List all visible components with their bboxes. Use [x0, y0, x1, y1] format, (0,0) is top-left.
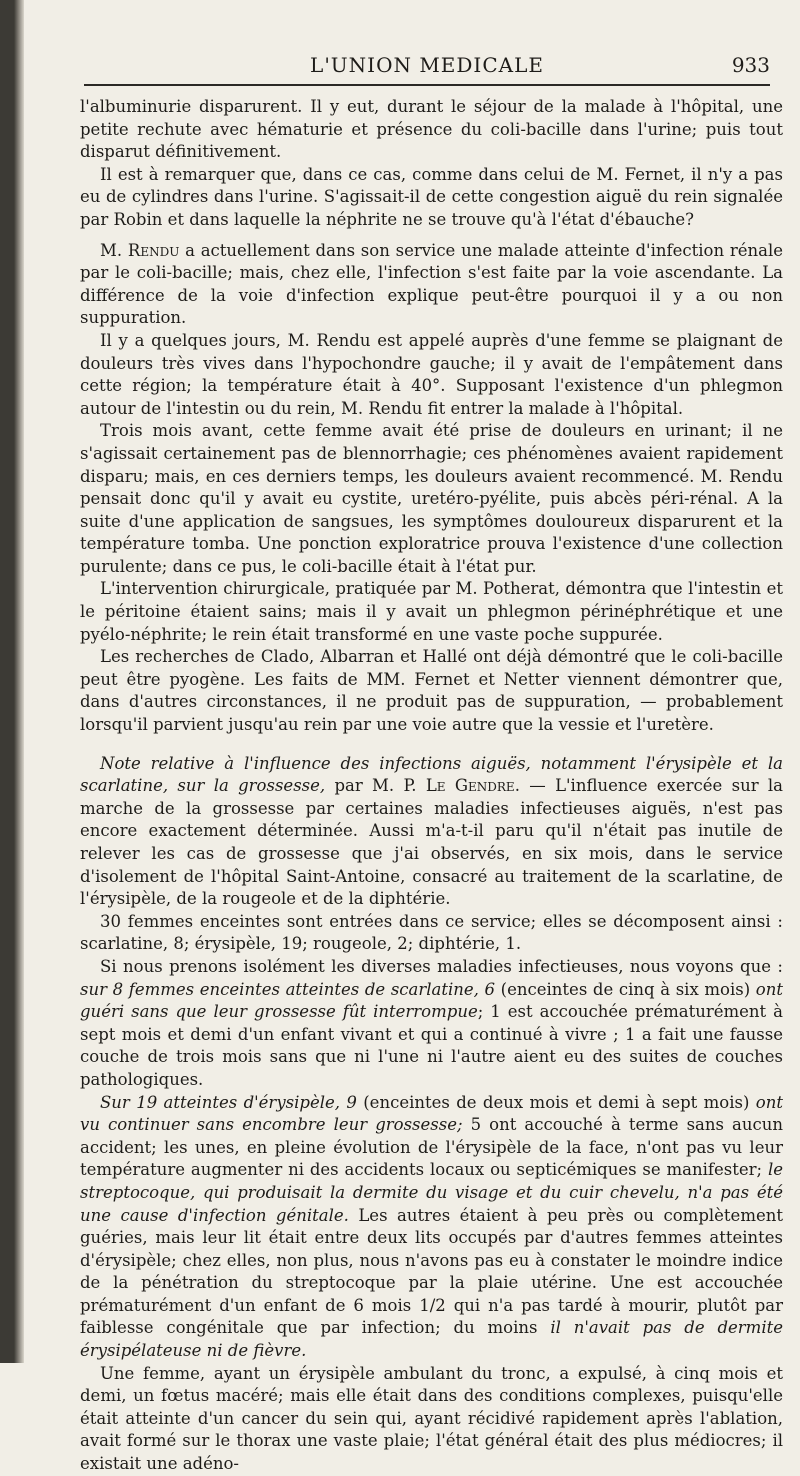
- header-rule: [84, 84, 770, 86]
- italic-run: Sur 19 atteintes d'érysipèle, 9: [100, 1092, 357, 1112]
- paragraph-counts: 30 femmes enceintes sont entrées dans ce service; elles se décomposent ainsi : scarlatine, 8; érysipèle, 19; rougeole, 2; diphtérie, 1.: [80, 911, 783, 954]
- speaker-name: M. Rendu: [100, 240, 180, 260]
- italic-run: il n'avait pas de dermite érysipélateuse ni de fièvre.: [80, 1318, 783, 1361]
- paragraph-scarlatine: [80, 956, 783, 1092]
- book-binding-edge: [0, 0, 24, 1363]
- running-header: [84, 52, 770, 82]
- text-run: (enceintes de cinq à six mois): [495, 979, 756, 999]
- paragraph-cancer-case: Une femme, ayant un érysipèle ambulant du tronc, a expulsé, à cinq mois et demi, un fœtus macéré; mais elle était dans des conditions complexes, puisqu'elle était atteinte d'un cancer du sein qui, ayant récidivé rapidement après l'ablation, avait formé sur le thorax une vaste plaie; l'état général était des plus médiocres; il existait une adéno-: [80, 1363, 783, 1474]
- page-number: 933: [731, 53, 770, 77]
- paragraph-surgery: L'intervention chirurgicale, pratiquée par M. Potherat, démontra que l'intestin et le péritoine étaient sains; mais il y avait un phlegmon périnéphrétique et une pyélo-néphrite; le rein était transformé en une vaste poche suppurée.: [80, 579, 783, 644]
- note-title: Note relative à l'influence des infections aiguës, notamment l'érysipèle et la scarlatine, sur la grossesse,: [80, 753, 783, 796]
- author-prefix: par M. P.: [325, 776, 426, 796]
- text-run: (enceintes de deux mois et demi à sept mois): [356, 1092, 756, 1112]
- text-run: 5 ont accouché à terme sans aucun accident; les unes, en pleine évolution de l'érysipèle de la face, n'ont pas vu leur température augmenter ni des accidents locaux ou septicémiques se manifester;: [80, 1115, 783, 1180]
- paragraph-research: Les recherches de Clado, Albarran et Hallé ont déjà démontré que le coli-bacille peut être pyogène. Les faits de MM. Fernet et Netter viennent démontrer que, dans d'autres circonstances, il ne produit pas de suppuration, — probablement lorsqu'il parvient jusqu'au rein par une voie autre que la vessie et l'uretère.: [80, 647, 783, 735]
- italic-run: le streptocoque, qui produisait la dermite du visage et du cuir chevelu, n'a pas été une cause d'infection génitale.: [80, 1160, 783, 1225]
- article-body: [80, 96, 783, 1476]
- paragraph-text: a actuellement dans son service une malade atteinte d'infection rénale par le coli-bacille; mais, chez elle, l'infection s'est faite par la voie ascendante. La différence de la voie d'infection explique peut-être pourquoi il y a ou non suppuration.: [80, 240, 783, 328]
- paragraph-erysipele: [80, 1092, 783, 1363]
- italic-run: sur 8 femmes enceintes atteintes de scarlatine, 6: [80, 979, 496, 999]
- journal-title: L'UNION MEDICALE: [310, 53, 544, 77]
- italic-run: ont vu continuer sans encombre leur grossesse;: [80, 1092, 783, 1135]
- paragraph-admission: Il y a quelques jours, M. Rendu est appelé auprès d'une femme se plaignant de douleurs très vives dans l'hypochondre gauche; il y avait de l'empâtement dans cette région; la température était à 40°. Supposant l'existence d'un phlegmon autour de l'intestin ou du rein, M. Rendu fit entrer la malade à l'hôpital.: [80, 330, 783, 418]
- text-run: Les autres étaient à peu près ou complètement guéries, mais leur lit était entre deux lits occupés par d'autres femmes atteintes d'érysipèle; chez elles, non plus, nous n'avons pas eu à constater le moindre indice de la pénétration du streptocoque par la plaie utérine. Une est accouchée prématurément d'un enfant de 6 mois 1/2 qui n'a pas tardé à mourir, plutôt par faiblesse congénitale que par infection; du moins: [80, 1205, 783, 1338]
- paragraph-history: Trois mois avant, cette femme avait été prise de douleurs en urinant; il ne s'agissait certainement pas de blennorrhagie; ces phénomènes avaient rapidement disparu; mais, en ces derniers temps, les douleurs avaient recommencé. M. Rendu pensait donc qu'il y avait eu cystite, uretéro-pyélite, puis abcès péri-rénal. A la suite d'une application de sangsues, les symptômes douloureux disparurent et la température tomba. Une ponction exploratrice prouva l'existence d'une collection purulente; dans ce pus, le coli-bacille était à l'état pur.: [80, 421, 783, 576]
- paragraph-text: . — L'influence exercée sur la marche de la grossesse par certaines maladies infectieuses aiguës, n'est pas encore exactement déterminée. Aussi m'a-t-il paru qu'il n'était pas inutile de relever les cas de grossesse que j'ai observés, en six mois, dans le service d'isolement de l'hôpital Saint-Antoine, consacré au traitement de la scarlatine, de l'érysipèle, de la rougeole et de la diphtérie.: [80, 776, 783, 909]
- text-run: Si nous prenons isolément les diverses maladies infectieuses, nous voyons que :: [100, 956, 783, 976]
- author-name: Le Gendre: [425, 776, 515, 796]
- paragraph-albuminuria: l'albuminurie disparurent. Il y eut, durant le séjour de la malade à l'hôpital, une petite rechute avec hématurie et présence du coli-bacille dans l'urine; puis tout disparut définitivement.: [80, 97, 783, 162]
- paragraph-rendu-case: [80, 240, 783, 330]
- italic-run: ont guéri sans que leur grossesse fût interrompue: [80, 979, 783, 1022]
- text-run: ; 1 est accouchée prématurément à sept mois et demi d'un enfant vivant et qui a continué à vivre ; 1 a fait une fausse couche de trois mois sans que ni l'une ni l'autre aient eu des suites de couches pathologiques.: [80, 1002, 783, 1089]
- paragraph-cylinders: Il est à remarquer que, dans ce cas, comme dans celui de M. Fernet, il n'y a pas eu de cylindres dans l'urine. S'agissait-il de cette congestion aiguë du rein signalée par Robin et dans laquelle la néphrite ne se trouve qu'à l'état d'ébauche?: [80, 164, 783, 229]
- paragraph-note-legendre: [80, 753, 783, 911]
